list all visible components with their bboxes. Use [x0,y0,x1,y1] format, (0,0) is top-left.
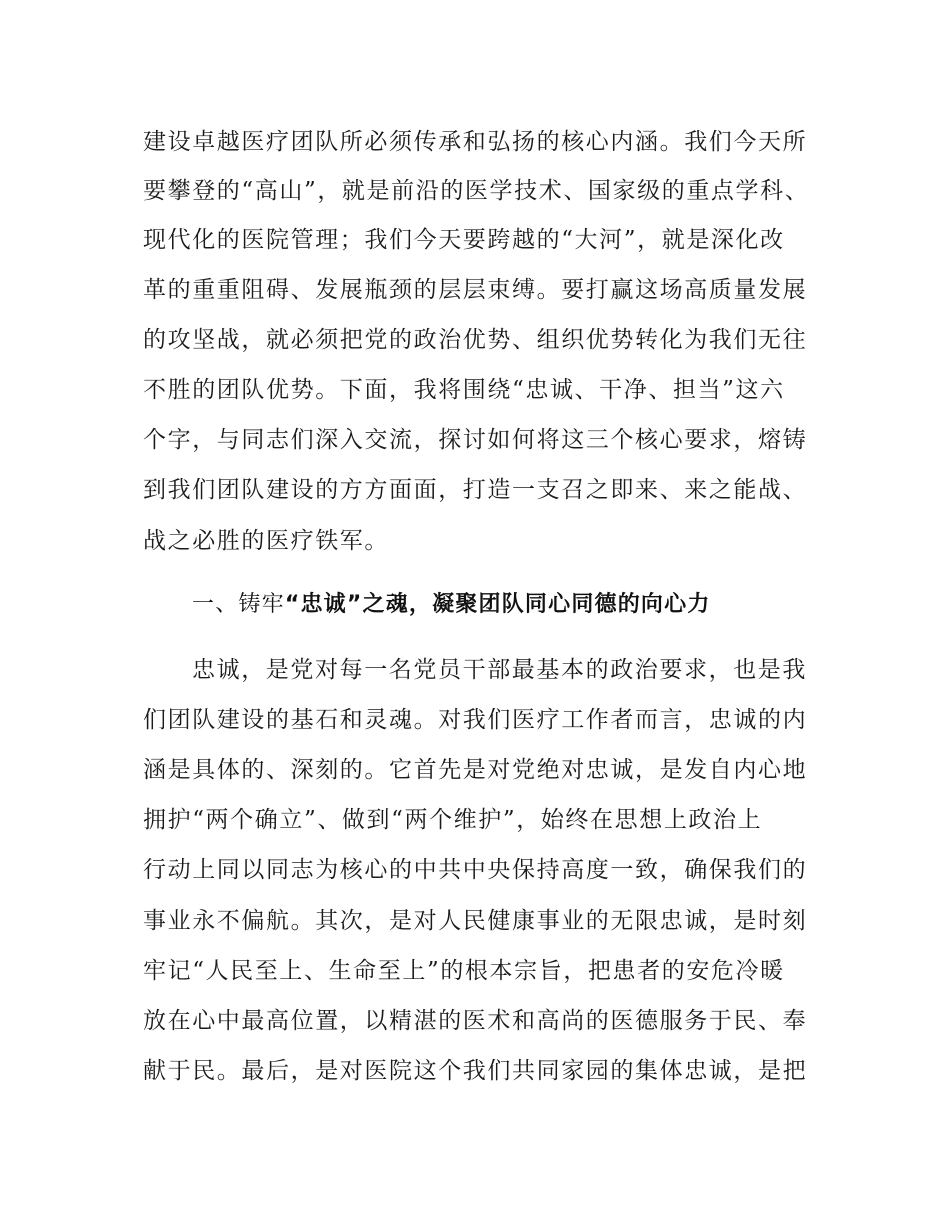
intro-line-6: 不胜的团队优势。下面，我将围绕“忠诚、干净、担当”这六 [143,377,785,403]
intro-line-4: 革的重重阻碍、发展瓶颈的层层束缚。要打赢这场高质量发展 [143,277,808,303]
intro-line-8: 到我们团队建设的方方面面，打造一支召之即来、来之能战、 [143,477,808,503]
intro-line-5: 的攻坚战，就必须把党的政治优势、组织优势转化为我们无往 [143,327,808,353]
intro-line-9: 战之必胜的医疗铁军。 [143,528,389,554]
section-heading-number: 一、铸牢 [192,592,285,617]
intro-line-3: 现代化的医院管理；我们今天要跨越的“大河”，就是深化改 [143,227,785,253]
loyalty-line-7: 牢记“人民至上、生命至上”的根本宗旨，把患者的安危冷暖 [143,958,785,984]
loyalty-line-2: 们团队建设的基石和灵魂。对我们医疗工作者而言，忠诚的内 [143,707,808,733]
loyalty-line-5: 行动上同以同志为核心的中共中央保持高度一致，确保我们的 [143,857,808,883]
intro-line-7: 个字，与同志们深入交流，探讨如何将这三个核心要求，熔铸 [143,427,808,453]
intro-line-2: 要攀登的“高山”，就是前沿的医学技术、国家级的重点学科、 [143,178,810,204]
loyalty-line-8: 放在心中最高位置，以精湛的医术和高尚的医德服务于民、奉 [143,1008,808,1034]
loyalty-line-9: 献于民。最后，是对医院这个我们共同家园的集体忠诚，是把 [143,1058,808,1084]
section-heading [192,590,711,620]
loyalty-line-3: 涵是具体的、深刻的。它首先是对党绝对忠诚，是发自内心地 [143,757,808,783]
intro-line-1: 建设卓越医疗团队所必须传承和弘扬的核心内涵。我们今天所 [143,129,808,155]
loyalty-line-6: 事业永不偏航。其次，是对人民健康事业的无限忠诚，是时刻 [143,908,808,934]
section-heading-title: “忠诚”之魂，凝聚团队同心同德的向心力 [284,592,711,617]
loyalty-line-1: 忠诚，是党对每一名党员干部最基本的政治要求，也是我 [192,657,807,683]
loyalty-line-4: 拥护“两个确立”、做到“两个维护”，始终在思想上政治上 [143,807,763,833]
